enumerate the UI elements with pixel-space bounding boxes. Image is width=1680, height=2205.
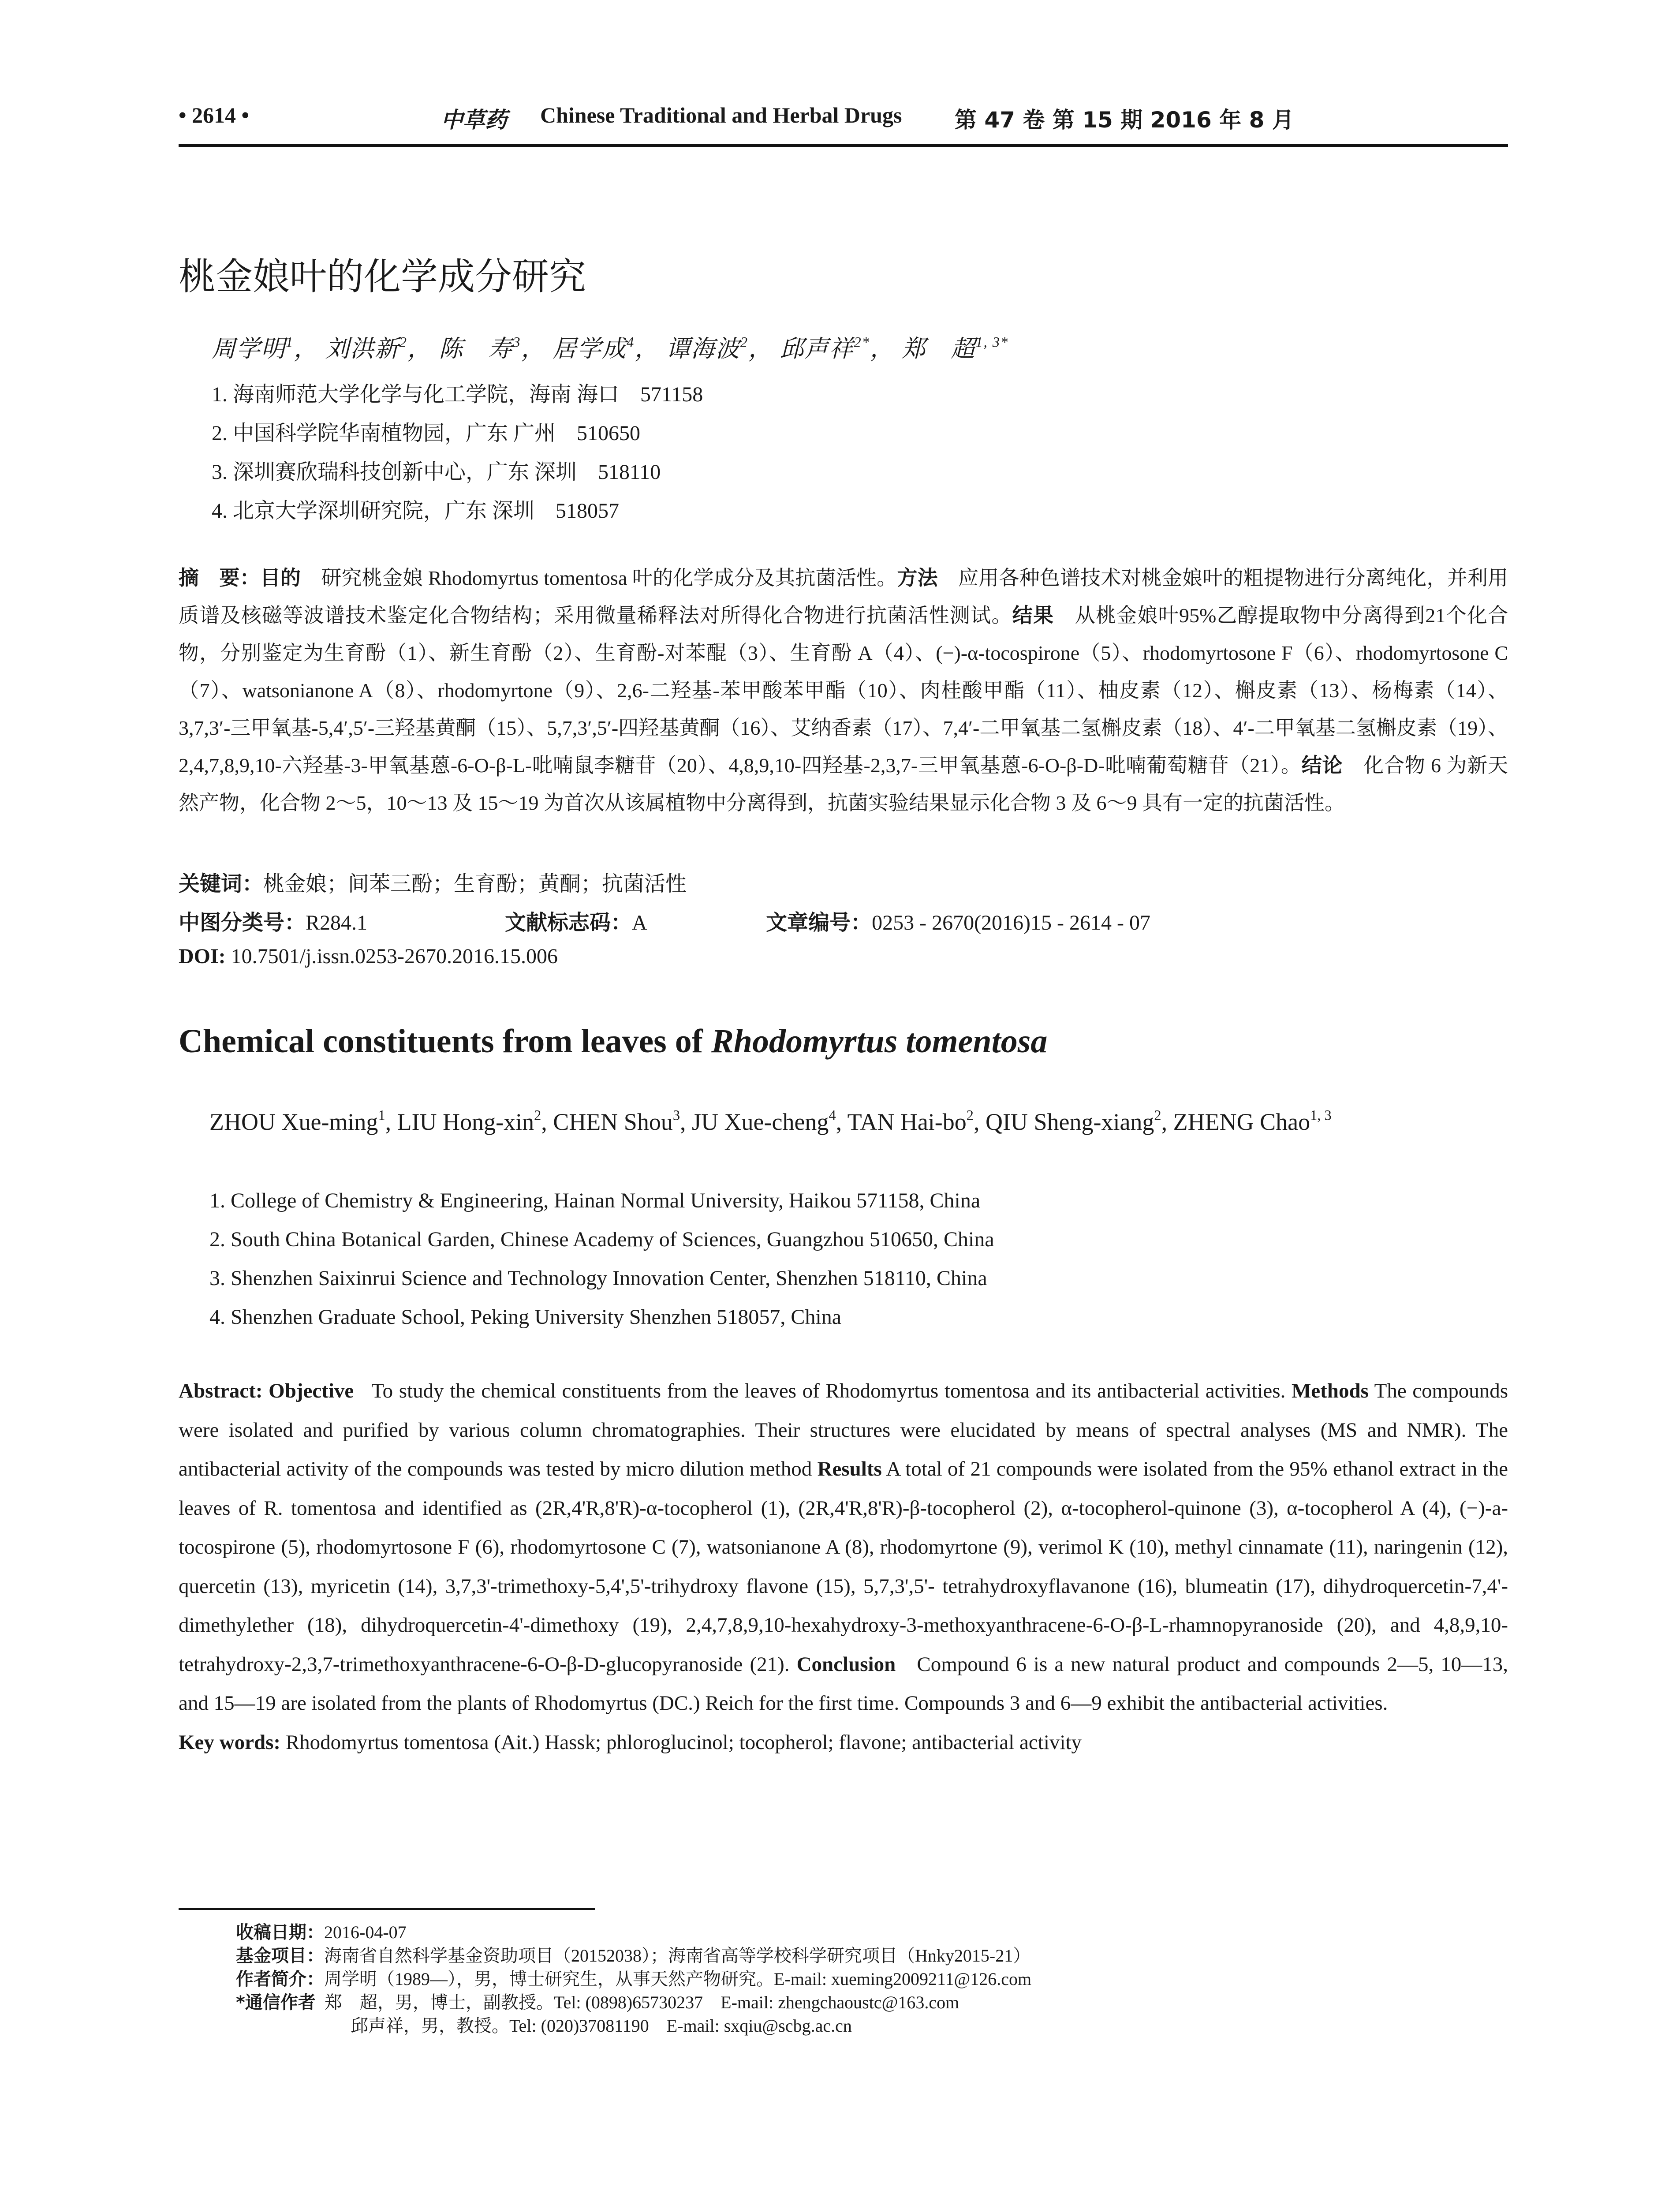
corresponding-author-2: 邱声祥，男，教授。Tel: (020)37081190 E-mail: sxqiu@scbg.ac.cn bbox=[351, 2016, 852, 2036]
journal-name-en: Chinese Traditional and Herbal Drugs bbox=[540, 103, 902, 127]
cn-keywords: 关键词：桃金娘；间苯三酚；生育酚；黄酮；抗菌活性 bbox=[179, 871, 687, 896]
results-label: 结果 bbox=[1012, 603, 1054, 627]
en-abstract: Abstract: Objective To study the chemical constituents from the leaves of Rhodomyrtus tomentosa and its antibacterial activities. Methods The compounds were isolated and purified by various column chromatographies. Their structures were elucidated by means of spectral analyses (MS and NMR). The antibacterial activity of the compounds was tested by micro dilution method Results A total of 21 compounds were isolated from the 95% ethanol extract in the leaves of R. tomentosa and identified as (2R,4'R,8'R)-α-tocopherol (1), (2R,4'R,8'R)-β-tocopherol (2), α-tocopherol-quinone (3), α-tocopherol A (4), (−)-a-tocospirone (5), rhodomyrtosone F (6), rhodomyrtosone C (7), watsonianone A (8), rhodomyrtone (9), verimol K (10), methyl cinnamate (11), naringenin (12), quercetin (13), myricetin (14), 3,7,3'-trimethoxy-5,4',5'-trihydroxy flavone (15), 5,7,3',5'- tetrahydroxyflavanone (16), blumeatin (17), dihydroquercetin-7,4'-dimethylether (18), dihydroquercetin-4'-dimethoxy (19), 2,4,7,8,9,10-hexahydroxy-3-methoxyanthracene-6-O-β-L-rhamnopyranoside (20), and 4,8,9,10-tetrahydroxy-2,3,7-trimethoxyanthracene-6-O-β-D-glucopyranoside (21). Conclusion Compound 6 is a new natural product and compounds 2—5, 10—13, and 15—19 are isolated from the plants of Rhodomyrtus (DC.) Reich for the first time. Compounds 3 and 6—9 exhibit the antibacterial activities. Key words: Rhodomyrtus tomentosa (Ait.) Hassk; phloroglucinol; tocopherol; flavone; antibacterial activity bbox=[179, 1372, 1508, 1762]
author: 邱声祥$^{2*}$ bbox=[780, 334, 870, 362]
en-keywords: Key words: Rhodomyrtus tomentosa (Ait.) Hassk; phloroglucinol; tocopherol; flavone; antibacterial activity bbox=[179, 1730, 1082, 1754]
author: 周学明$^1$ bbox=[212, 334, 294, 362]
author: 郑 超$^{1, 3*}$ bbox=[901, 334, 1009, 362]
journal-name-cn: 中草药 bbox=[441, 107, 507, 133]
author: 陈 寿$^3$ bbox=[439, 334, 521, 362]
header-rule bbox=[179, 144, 1508, 147]
cn-affiliation-2: 2. 中国科学院华南植物园，广东 广州 510650 bbox=[212, 422, 641, 445]
author: 刘洪新$^2$ bbox=[325, 334, 407, 362]
en-affiliation-1: 1. College of Chemistry & Engineering, Hainan Normal University, Haikou 571158, China bbox=[209, 1189, 981, 1212]
en-affiliation-4: 4. Shenzhen Graduate School, Peking University Shenzhen 518057, China bbox=[209, 1305, 842, 1329]
en-title: Chemical constituents from leaves of Rhodomyrtus tomentosa bbox=[179, 1023, 1048, 1060]
received-date: 收稿日期：2016-04-07 bbox=[236, 1922, 407, 1943]
abstract-label: 摘 要：目的 bbox=[179, 566, 301, 590]
cn-abstract: 摘 要：目的 研究桃金娘 Rhodomyrtus tomentosa 叶的化学成分及其抗菌活性。方法 应用各种色谱技术对桃金娘叶的粗提物进行分离纯化，并利用质谱及核磁等波谱技术鉴定化合物结构；采用微量稀释法对所得化合物进行抗菌活性测试。结果 从桃金娘叶95%乙醇提取物中分离得到21个化合物，分别鉴定为生育酚（1）、新生育酚（2）、生育酚-对苯醌（3）、生育酚 A（4）、(−)-α-tocospirone（5）、rhodomyrtosone F（6）、rhodomyrtosone C（7）、watsonianone A（8）、rhodomyrtone（9）、2,6-二羟基-苯甲酸苯甲酯（10）、肉桂酸甲酯（11）、柚皮素（12）、槲皮素（13）、杨梅素（14）、3,7,3′-三甲氧基-5,4′,5′-三羟基黄酮（15）、5,7,3′,5′-四羟基黄酮（16）、艾纳香素（17）、7,4′-二甲氧基二氢槲皮素（18）、4′-二甲氧基二氢槲皮素（19）、2,4,7,8,9,10-六羟基-3-甲氧基蒽-6-O-β-L-吡喃鼠李糖苷（20）、4,8,9,10-四羟基-2,3,7-三甲氧基蒽-6-O-β-D-吡喃葡萄糖苷（21）。结论 化合物 6 为新天然产物，化合物 2～5，10～13 及 15～19 为首次从该属植物中分离得到，抗菌实验结果显示化合物 3 及 6～9 具有一定的抗菌活性。 bbox=[179, 566, 1508, 814]
cn-title: 桃金娘叶的化学成分研究 bbox=[179, 255, 586, 298]
methods-label: 方法 bbox=[897, 566, 938, 590]
cn-authors: 周学明$^1$， 刘洪新$^2$， 陈 寿$^3$， 居学成$^4$， 谭海波$^2$， 邱声祥$^{2*}$， 郑 超$^{1, 3*}$ bbox=[212, 334, 1009, 362]
author-bio: 作者简介：周学明（1989—），男，博士研究生，从事天然产物研究。E-mail: xueming2009211@126.com bbox=[236, 1969, 1032, 1989]
page-number: • 2614 • bbox=[179, 103, 250, 127]
en-affiliation-2: 2. South China Botanical Garden, Chinese Academy of Sciences, Guangzhou 510650, China bbox=[209, 1228, 994, 1251]
corresponding-author: *通信作者 郑 超，男，博士，副教授。Tel: (0898)65730237 E-mail: zhengchaoustc@163.com bbox=[236, 1992, 959, 2013]
cn-affiliation-3: 3. 深圳赛欣瑞科技创新中心，广东 深圳 518110 bbox=[212, 460, 661, 484]
classification-line: 中图分类号：R284.1 文献标志码：A 文章编号：0253 - 2670(2016)15 - 2614 - 07 bbox=[179, 910, 1150, 935]
funding: 基金项目：海南省自然科学基金资助项目（20152038）；海南省高等学校科学研究项目（Hnky2015-21） bbox=[236, 1946, 1031, 1966]
author: 居学成$^4$ bbox=[553, 334, 635, 362]
en-affiliation-3: 3. Shenzhen Saixinrui Science and Technology Innovation Center, Shenzhen 518110, China bbox=[209, 1267, 987, 1290]
issue-info: 第 47 卷 第 15 期 2016 年 8 月 bbox=[955, 107, 1294, 133]
cn-affiliation-4: 4. 北京大学深圳研究院，广东 深圳 518057 bbox=[212, 499, 620, 523]
en-authors: ZHOU Xue-ming$^1$, LIU Hong-xin$^2$, CHEN Shou$^3$, JU Xue-cheng$^4$, TAN Hai-$bo^2$, QIU Sheng-xiang$^2$, ZHENG Chao$^{1, 3}$ bbox=[209, 1107, 1332, 1135]
conclusion-label: 结论 bbox=[1301, 753, 1343, 777]
footnote-rule bbox=[179, 1908, 595, 1910]
author: 谭海波$^2$ bbox=[666, 334, 749, 362]
doi: DOI: 10.7501/j.issn.0253-2670.2016.15.006 bbox=[179, 945, 558, 968]
cn-affiliation-1: 1. 海南师范大学化学与化工学院，海南 海口 571158 bbox=[212, 383, 703, 406]
